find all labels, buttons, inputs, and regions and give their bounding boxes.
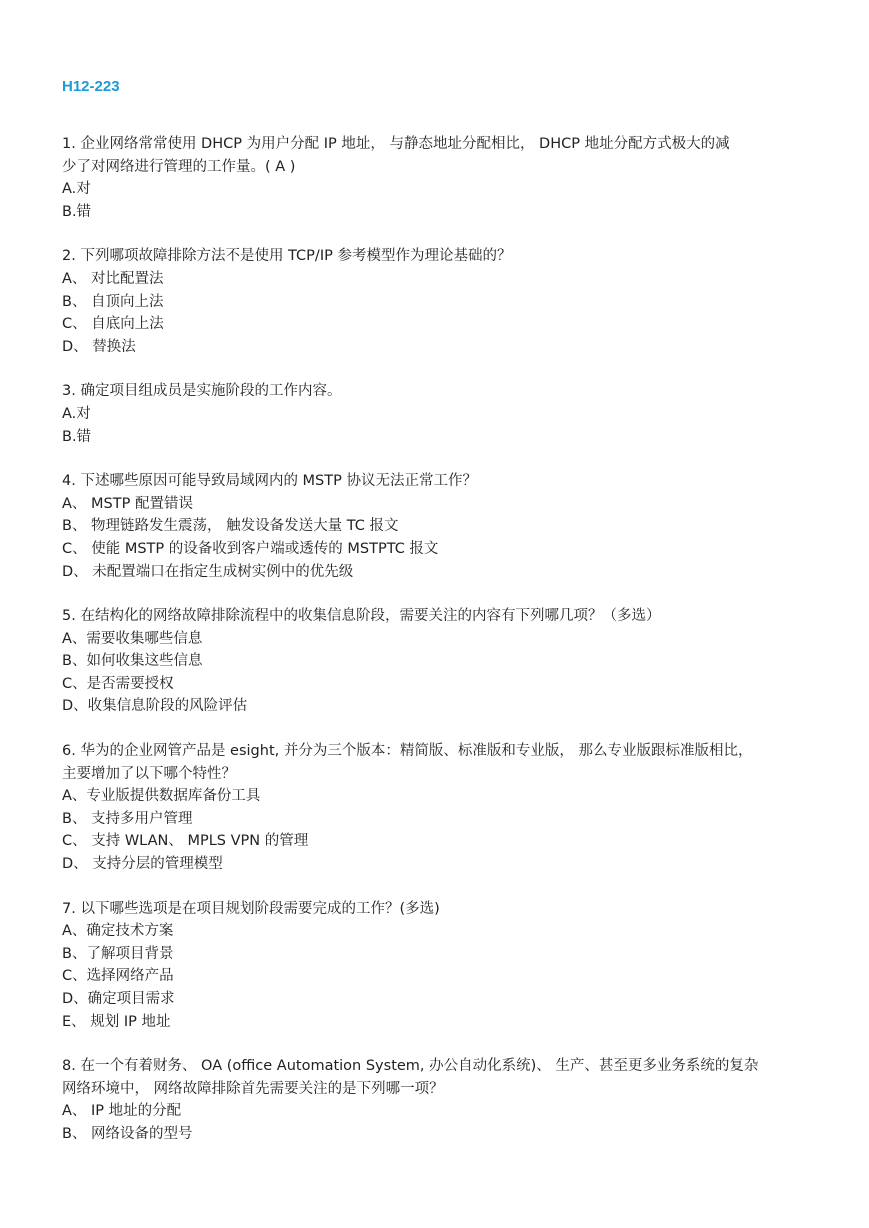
- answer-option: B、 网络设备的型号: [62, 1125, 193, 1142]
- answer-option: A、确定技术方案: [62, 923, 174, 940]
- answer-option: D、确定项目需求: [62, 991, 175, 1007]
- question-text: [62, 740, 822, 785]
- question-text-line: 5. 在结构化的网络故障排除流程中的收集信息阶段，需要关注的内容有下列哪几项？（多选）: [62, 608, 661, 625]
- answer-option: C、 支持 WLAN、 MPLS VPN 的管理: [62, 833, 309, 850]
- answer-option: A、 MSTP 配置错误: [62, 495, 193, 512]
- answer-option: A.对: [62, 181, 91, 198]
- answer-option: B.错: [62, 428, 92, 445]
- question-block: [62, 605, 822, 718]
- answer-option: C、 使能 MSTP 的设备收到客户端或透传的 MSTPTC 报文: [62, 540, 439, 557]
- answer-option: B.错: [62, 203, 92, 220]
- question-text-line: 7. 以下哪些选项是在项目规划阶段需要完成的工作？(多选): [62, 900, 440, 917]
- answer-option: B、如何收集这些信息: [62, 653, 203, 670]
- question-text: [62, 470, 822, 493]
- question-text-line: 2. 下列哪项故障排除方法不是使用 TCP/IP 参考模型作为理论基础的？: [62, 248, 512, 265]
- question-block: [62, 380, 822, 448]
- answer-option: D、 未配置端口在指定生成树实例中的优先级: [62, 563, 354, 580]
- question-text-line: 网络环境中， 网络故障排除首先需要关注的是下列哪一项？: [62, 1080, 444, 1097]
- answer-option: B、 支持多用户管理: [62, 810, 193, 827]
- answer-option: A、需要收集哪些信息: [62, 630, 203, 647]
- question-list: [62, 133, 822, 1168]
- question-block: [62, 133, 822, 223]
- question-text-line: 3. 确定项目组成员是实施阶段的工作内容。: [62, 383, 342, 400]
- answer-option: B、 自顶向上法: [62, 293, 164, 310]
- question-block: [62, 740, 822, 876]
- question-text-line: 4. 下述哪些原因可能导致局域网内的 MSTP 协议无法正常工作？: [62, 473, 477, 490]
- question-block: [62, 1055, 822, 1145]
- question-text: [62, 133, 822, 178]
- document-title: H12-223: [62, 78, 120, 95]
- question-block: [62, 470, 822, 583]
- answer-option: C、选择网络产品: [62, 968, 174, 985]
- answer-option: D、收集信息阶段的风险评估: [62, 698, 248, 715]
- question-text: [62, 1055, 822, 1100]
- answer-option: A、 IP 地址的分配: [62, 1103, 182, 1120]
- answer-option: B、 物理链路发生震荡， 触发设备发送大量 TC 报文: [62, 518, 399, 535]
- answer-option: A、专业版提供数据库备份工具: [62, 788, 261, 805]
- question-text-line: 少了对网络进行管理的工作量。( A ): [62, 158, 296, 175]
- question-text: [62, 245, 822, 268]
- question-text-line: 主要增加了以下哪个特性？: [62, 765, 236, 782]
- answer-option: B、了解项目背景: [62, 945, 174, 962]
- question-block: [62, 898, 822, 1034]
- question-text: [62, 898, 822, 921]
- answer-option: D、 替换法: [62, 338, 136, 355]
- question-block: [62, 245, 822, 358]
- question-text-line: 8. 在一个有着财务、 OA (office Automation System, 办公自动化系统)、 生产、甚至更多业务系统的复杂: [62, 1058, 759, 1075]
- answer-option: E、 规划 IP 地址: [62, 1013, 171, 1030]
- question-text: [62, 380, 822, 403]
- answer-option: A.对: [62, 405, 91, 422]
- answer-option: C、 自底向上法: [62, 316, 164, 333]
- answer-option: A、 对比配置法: [62, 270, 164, 287]
- question-text-line: 1. 企业网络常常使用 DHCP 为用户分配 IP 地址， 与静态地址分配相比， DHCP 地址分配方式极大的减: [62, 136, 730, 152]
- question-text-line: 6. 华为的企业网管产品是 esight, 并分为三个版本：精简版、标准版和专业版， 那么专业版跟标准版相比，: [62, 743, 753, 760]
- answer-option: D、 支持分层的管理模型: [62, 856, 223, 873]
- answer-option: C、是否需要授权: [62, 675, 174, 692]
- question-text: [62, 605, 822, 628]
